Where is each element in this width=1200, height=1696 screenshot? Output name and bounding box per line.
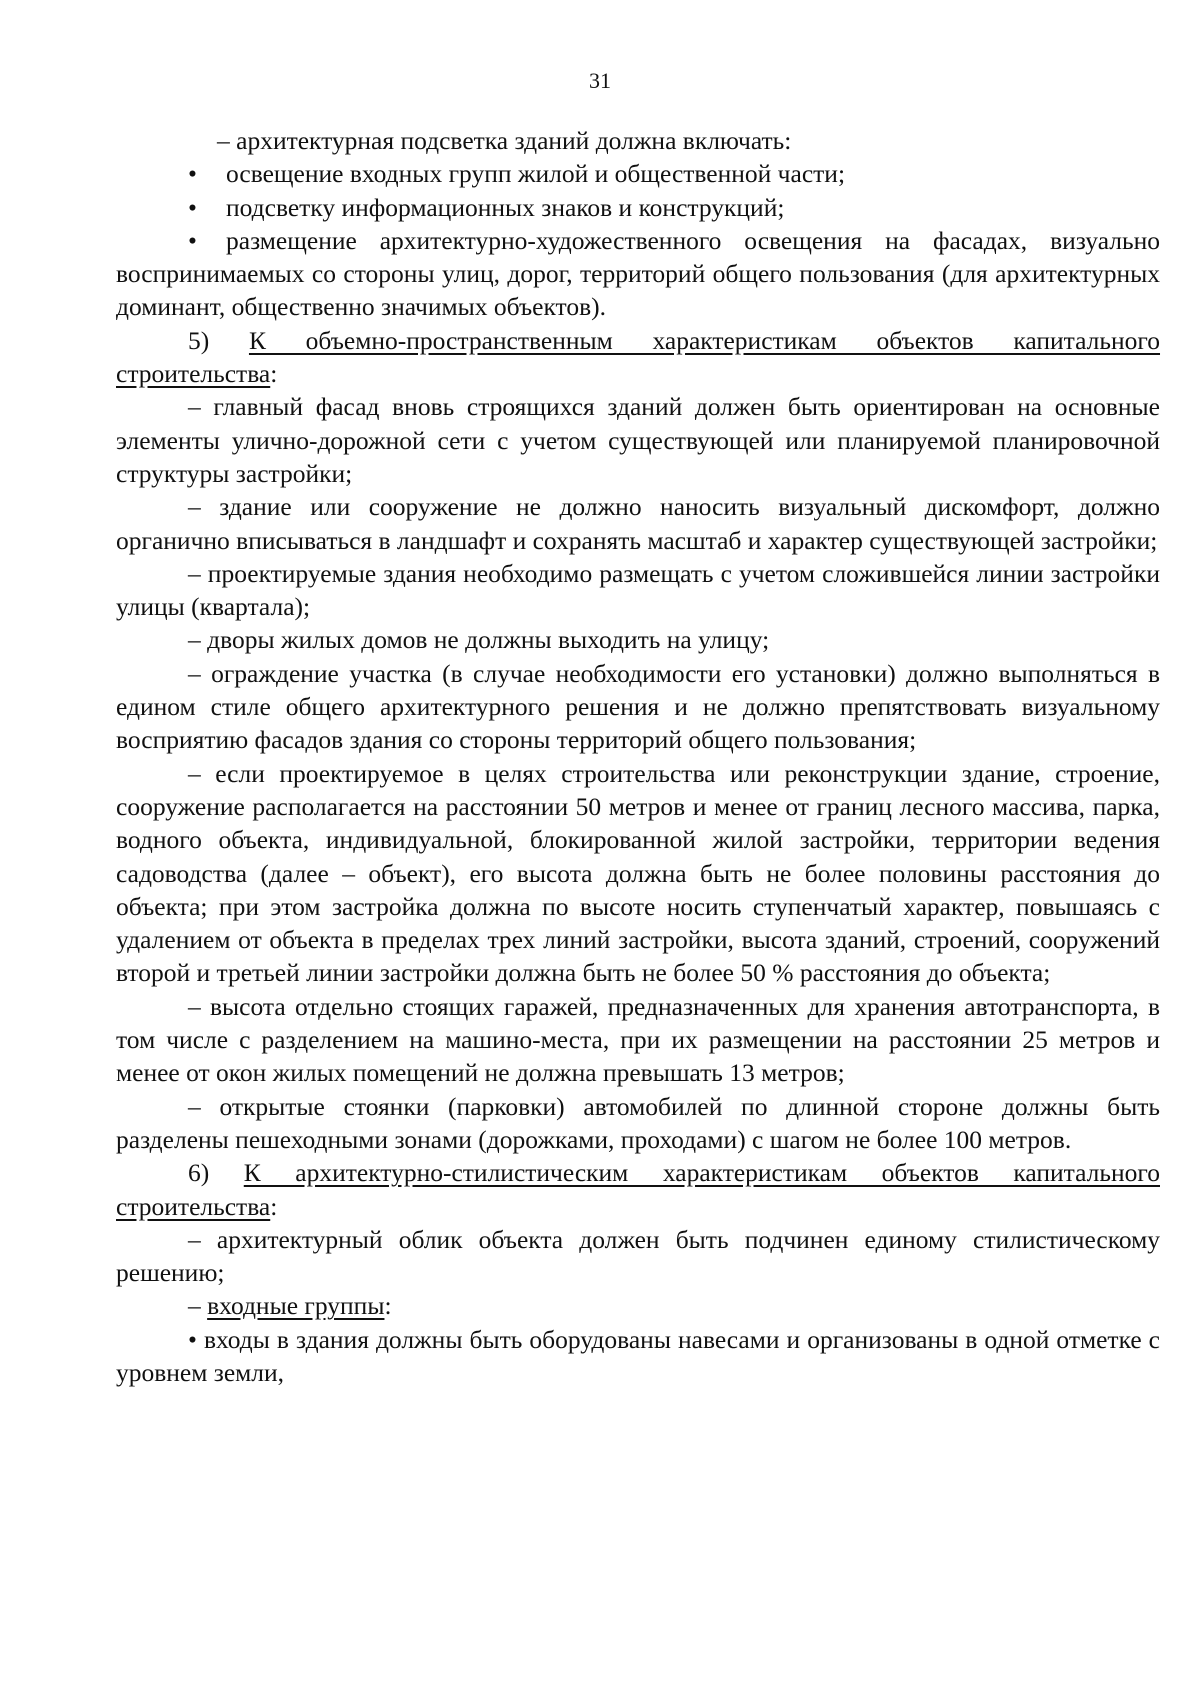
paragraph-lighting-intro: – архитектурная подсветка зданий должна включать: bbox=[217, 126, 792, 155]
section-heading-6: 6) К архитектурно-стилистическим характеристикам объектов капитального строительства: bbox=[116, 1158, 1160, 1221]
bullet-item: • размещение архитектурно-художественного освещения на фасадах, визуально воспринимаемых со стороны улиц, дорог, территорий общего пользования (для архитектурных доминант, общественно значимых объектов). bbox=[116, 225, 1160, 322]
paragraph: – главный фасад вновь строящихся зданий должен быть ориентирован на основные элементы улично-дорожной сети с учетом существующей или планируемой планировочной структуры застройки; bbox=[116, 392, 1160, 488]
paragraph: • входы в здания должны быть оборудованы навесами и организованы в одной отметке с уровнем земли, bbox=[116, 1324, 1160, 1387]
bullet-item: • освещение входных групп жилой и общественной части; bbox=[116, 157, 1160, 190]
bullet-icon: • bbox=[188, 225, 197, 255]
document-body bbox=[116, 124, 1160, 1389]
paragraph: – дворы жилых домов не должны выходить на улицу; bbox=[188, 625, 770, 655]
subheading-entrance-groups: – входные группы: bbox=[188, 1291, 392, 1321]
paragraph: – здание или сооружение не должно наносить визуальный дискомфорт, должно органично вписываться в ландшафт и сохранять масштаб и характер существующей застройки; bbox=[116, 492, 1160, 555]
subheading-text: входные группы bbox=[207, 1291, 385, 1321]
section-heading-text: К объемно-пространственным характеристикам объектов капитального строительства bbox=[116, 325, 1161, 389]
page-number: 31 bbox=[589, 68, 611, 93]
paragraph: – архитектурный облик объекта должен быть подчинен единому стилистическому решению; bbox=[116, 1224, 1160, 1288]
section-heading-5: 5) К объемно-пространственным характеристикам объектов капитального строительства: bbox=[116, 325, 1161, 389]
paragraph: – открытые стоянки (парковки) автомобилей по длинной стороне должны быть разделены пешеходными зонами (дорожками, проходами) с шагом не более 100 метров. bbox=[116, 1091, 1160, 1154]
bullet-icon: • bbox=[188, 159, 197, 189]
bullet-item: • подсветку информационных знаков и конструкций; bbox=[116, 191, 1160, 224]
paragraph: – если проектируемое в целях строительства или реконструкции здание, строение, сооружение располагается на расстоянии 50 метров и менее от границ лесного массива, парка, водного объекта, индивидуальной, блокированной жилой застройки, территории ведения садоводства (далее – объект), его высота должна быть не более половины расстояния до объекта; при этом застройка должна по высоте носить ступенчатый характер, повышаясь с удалением от объекта в пределах трех линий застройки, высота зданий, строений, сооружений второй и третьей линии застройки должна быть не более 50 % расстояния до объекта; bbox=[116, 758, 1160, 988]
paragraph: – высота отдельно стоящих гаражей, предназначенных для хранения автотранспорта, в том числе с разделением на машино-места, при их размещении на расстоянии 25 метров и менее от окон жилых помещений не должна превышать 13 метров; bbox=[116, 991, 1160, 1088]
bullet-icon: • bbox=[188, 192, 197, 222]
section-heading-text: К архитектурно-стилистическим характеристикам объектов капитального строительства bbox=[116, 1158, 1160, 1221]
paragraph: – ограждение участка (в случае необходимости его установки) должно выполняться в едином стиле общего архитектурного решения и не должно препятствовать визуальному восприятию фасадов здания со стороны территорий общего пользования; bbox=[116, 658, 1160, 755]
paragraph: – проектируемые здания необходимо размещать с учетом сложившейся линии застройки улицы (квартала); bbox=[116, 558, 1160, 622]
